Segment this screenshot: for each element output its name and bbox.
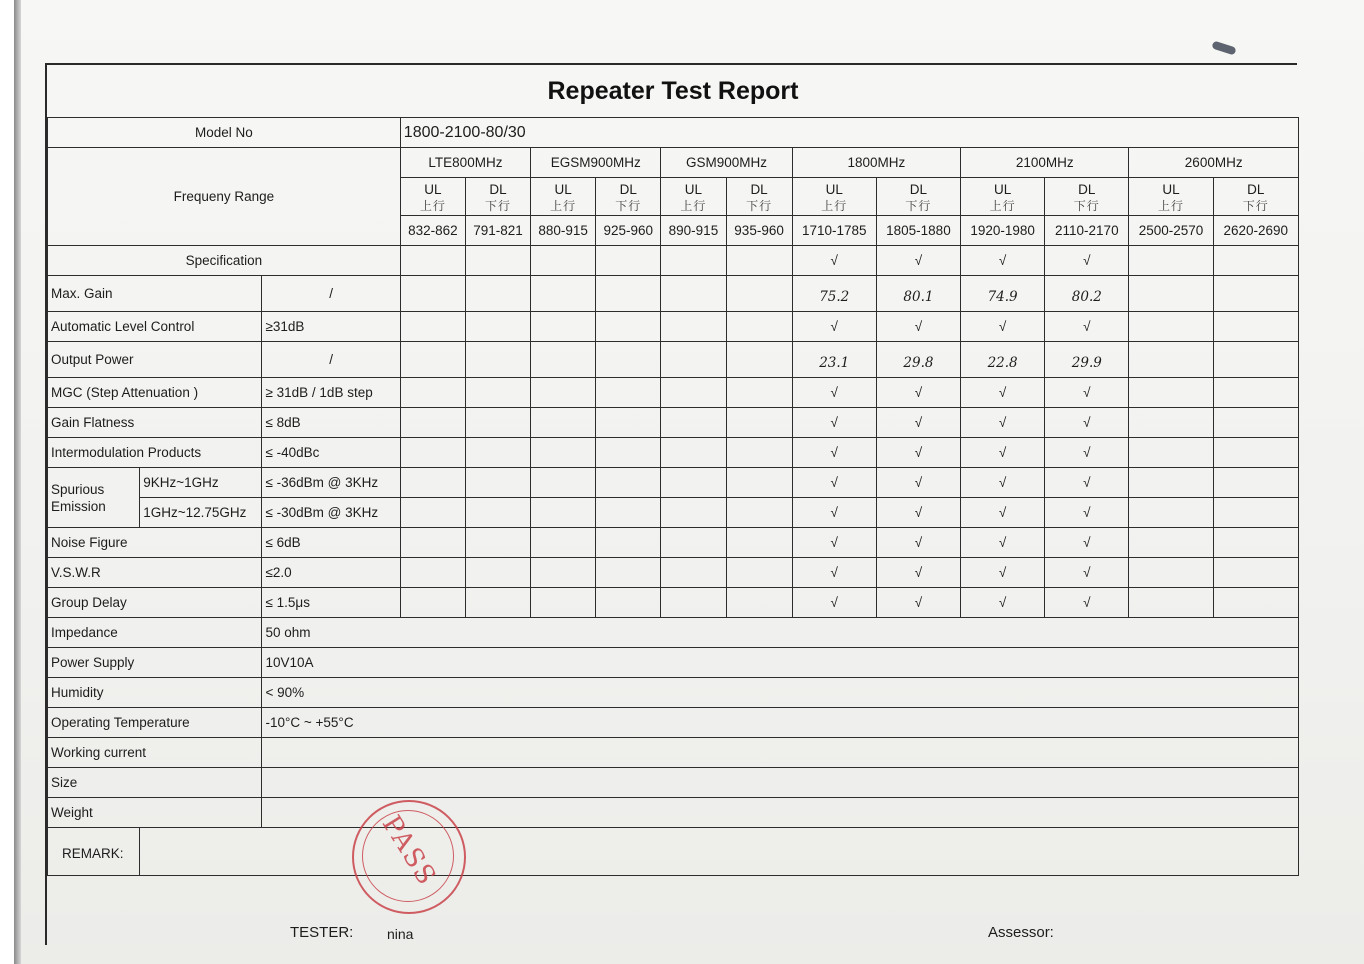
- row-weight: [48, 798, 1299, 828]
- row-value: [262, 738, 1299, 768]
- range-cell: 925-960: [596, 216, 661, 246]
- check-mark: √: [961, 246, 1045, 276]
- band-gsm900: GSM900MHz: [661, 148, 792, 178]
- report-form: [45, 63, 1297, 945]
- check-mark: √: [792, 588, 876, 618]
- check-mark: √: [792, 438, 876, 468]
- check-mark: √: [792, 312, 876, 342]
- row-humidity: [48, 678, 1299, 708]
- range-cell: 832-862: [400, 216, 465, 246]
- row-group-delay: [48, 588, 1299, 618]
- uldl-cell: UL 上行: [961, 178, 1045, 216]
- range-cell: 2110-2170: [1045, 216, 1129, 246]
- report-title: Repeater Test Report: [547, 77, 799, 105]
- row-label: Automatic Level Control: [48, 312, 262, 342]
- check-mark: √: [792, 246, 876, 276]
- check-mark: √: [961, 558, 1045, 588]
- check-mark: √: [1045, 438, 1129, 468]
- specification-row: [48, 246, 1299, 276]
- range-cell: 2500-2570: [1129, 216, 1213, 246]
- row-label: V.S.W.R: [48, 558, 262, 588]
- band-2100: 2100MHz: [961, 148, 1129, 178]
- band-2600: 2600MHz: [1129, 148, 1299, 178]
- check-mark: √: [876, 246, 960, 276]
- check-mark: √: [876, 438, 960, 468]
- check-mark: √: [961, 528, 1045, 558]
- check-mark: √: [792, 498, 876, 528]
- model-value: 1800-2100-80/30: [400, 118, 1298, 148]
- check-mark: √: [1045, 246, 1129, 276]
- row-impedance: [48, 618, 1299, 648]
- handwritten-value: 23.1: [792, 342, 876, 378]
- check-mark: √: [1045, 468, 1129, 498]
- tester-value: nina: [387, 926, 414, 942]
- report-table: [47, 117, 1299, 876]
- range-cell: 1920-1980: [961, 216, 1045, 246]
- row-label: Working current: [48, 738, 262, 768]
- row-label: Noise Figure: [48, 528, 262, 558]
- row-spec: ≤ -40dBc: [262, 438, 400, 468]
- row-spec: ≥ 31dB / 1dB step: [262, 378, 400, 408]
- row-label: Intermodulation Products: [48, 438, 262, 468]
- uldl-cell: DL 下行: [1045, 178, 1129, 216]
- check-mark: √: [961, 438, 1045, 468]
- uldl-cell: DL 下行: [726, 178, 792, 216]
- row-label: Weight: [48, 798, 262, 828]
- handwritten-value: 22.8: [961, 342, 1045, 378]
- row-label: Max. Gain: [48, 276, 262, 312]
- check-mark: √: [1045, 588, 1129, 618]
- check-mark: √: [961, 312, 1045, 342]
- range-cell: 791-821: [465, 216, 530, 246]
- range-cell: 890-915: [661, 216, 726, 246]
- tester-label: TESTER:: [290, 924, 354, 941]
- remark-label: REMARK:: [48, 828, 140, 876]
- row-label: Operating Temperature: [48, 708, 262, 738]
- row-spurious-1: [48, 468, 1299, 498]
- row-label: Humidity: [48, 678, 262, 708]
- row-spec: ≤ -30dBm @ 3KHz: [262, 498, 400, 528]
- row-label: MGC (Step Attenuation ): [48, 378, 262, 408]
- row-remark: [48, 828, 1299, 876]
- row-label: Power Supply: [48, 648, 262, 678]
- check-mark: √: [1045, 498, 1129, 528]
- stamp-text: PASS: [375, 810, 443, 892]
- row-output-power: [48, 342, 1299, 378]
- pass-stamp: [352, 800, 466, 914]
- check-mark: √: [876, 498, 960, 528]
- row-label: Gain Flatness: [48, 408, 262, 438]
- uldl-cell: DL 下行: [1213, 178, 1298, 216]
- range-cell: 1710-1785: [792, 216, 876, 246]
- check-mark: √: [792, 408, 876, 438]
- spurious-range: 9KHz~1GHz: [140, 468, 262, 498]
- row-label: Size: [48, 768, 262, 798]
- check-mark: √: [961, 468, 1045, 498]
- row-max-gain: [48, 276, 1299, 312]
- range-cell: 1805-1880: [876, 216, 960, 246]
- spurious-range: 1GHz~12.75GHz: [140, 498, 262, 528]
- check-mark: √: [1045, 312, 1129, 342]
- row-spec: ≤ 8dB: [262, 408, 400, 438]
- row-value: 50 ohm: [262, 618, 1299, 648]
- handwritten-value: 75.2: [792, 276, 876, 312]
- handwritten-value: 80.1: [876, 276, 960, 312]
- row-size: [48, 768, 1299, 798]
- model-row: [48, 118, 1299, 148]
- row-spec: ≤ 1.5μs: [262, 588, 400, 618]
- row-spec: ≤2.0: [262, 558, 400, 588]
- handwritten-value: 29.9: [1045, 342, 1129, 378]
- band-egsm900: EGSM900MHz: [531, 148, 661, 178]
- band-row: [48, 148, 1299, 178]
- handwritten-value: 80.2: [1045, 276, 1129, 312]
- assessor-label: Assessor:: [988, 924, 1054, 941]
- row-alc: [48, 312, 1299, 342]
- row-value: -10°C ~ +55°C: [262, 708, 1299, 738]
- check-mark: √: [876, 558, 960, 588]
- check-mark: √: [1045, 408, 1129, 438]
- row-label: Group Delay: [48, 588, 262, 618]
- row-working-current: [48, 738, 1299, 768]
- row-noise-figure: [48, 528, 1299, 558]
- row-mgc: [48, 378, 1299, 408]
- check-mark: √: [792, 378, 876, 408]
- row-label: Impedance: [48, 618, 262, 648]
- row-value: < 90%: [262, 678, 1299, 708]
- uldl-cell: UL 上行: [531, 178, 596, 216]
- handwritten-value: 74.9: [961, 276, 1045, 312]
- uldl-cell: UL 上行: [1129, 178, 1213, 216]
- row-value: 10V10A: [262, 648, 1299, 678]
- check-mark: √: [1045, 528, 1129, 558]
- binder-edge: [14, 0, 21, 964]
- uldl-cell: UL 上行: [661, 178, 726, 216]
- row-gain-flatness: [48, 408, 1299, 438]
- row-spec: /: [262, 342, 400, 378]
- frequency-label: Frequeny Range: [48, 148, 401, 246]
- remark-value: [140, 828, 1299, 876]
- model-label: Model No: [48, 118, 401, 148]
- band-1800: 1800MHz: [792, 148, 960, 178]
- check-mark: √: [961, 408, 1045, 438]
- row-spec: ≥31dB: [262, 312, 400, 342]
- check-mark: √: [876, 408, 960, 438]
- check-mark: √: [876, 468, 960, 498]
- check-mark: √: [792, 558, 876, 588]
- uldl-cell: UL 上行: [792, 178, 876, 216]
- handwritten-value: 29.8: [876, 342, 960, 378]
- row-intermodulation: [48, 438, 1299, 468]
- row-spec: ≤ -36dBm @ 3KHz: [262, 468, 400, 498]
- check-mark: √: [792, 468, 876, 498]
- check-mark: √: [876, 528, 960, 558]
- check-mark: √: [876, 588, 960, 618]
- row-vswr: [48, 558, 1299, 588]
- uldl-cell: DL 下行: [465, 178, 530, 216]
- range-cell: 2620-2690: [1213, 216, 1298, 246]
- row-value: [262, 768, 1299, 798]
- range-cell: 880-915: [531, 216, 596, 246]
- row-operating-temperature: [48, 708, 1299, 738]
- check-mark: √: [961, 378, 1045, 408]
- row-spurious-2: [48, 498, 1299, 528]
- range-cell: 935-960: [726, 216, 792, 246]
- spurious-label: Spurious Emission: [48, 468, 140, 528]
- row-power-supply: [48, 648, 1299, 678]
- check-mark: √: [876, 378, 960, 408]
- check-mark: √: [876, 312, 960, 342]
- row-label: Output Power: [48, 342, 262, 378]
- uldl-cell: DL 下行: [596, 178, 661, 216]
- row-spec: /: [262, 276, 400, 312]
- check-mark: √: [1045, 378, 1129, 408]
- check-mark: √: [961, 498, 1045, 528]
- check-mark: √: [1045, 558, 1129, 588]
- uldl-cell: UL 上行: [400, 178, 465, 216]
- check-mark: √: [792, 528, 876, 558]
- check-mark: √: [961, 588, 1045, 618]
- band-lte800: LTE800MHz: [400, 148, 530, 178]
- row-spec: ≤ 6dB: [262, 528, 400, 558]
- specification-label: Specification: [48, 246, 401, 276]
- uldl-cell: DL 下行: [876, 178, 960, 216]
